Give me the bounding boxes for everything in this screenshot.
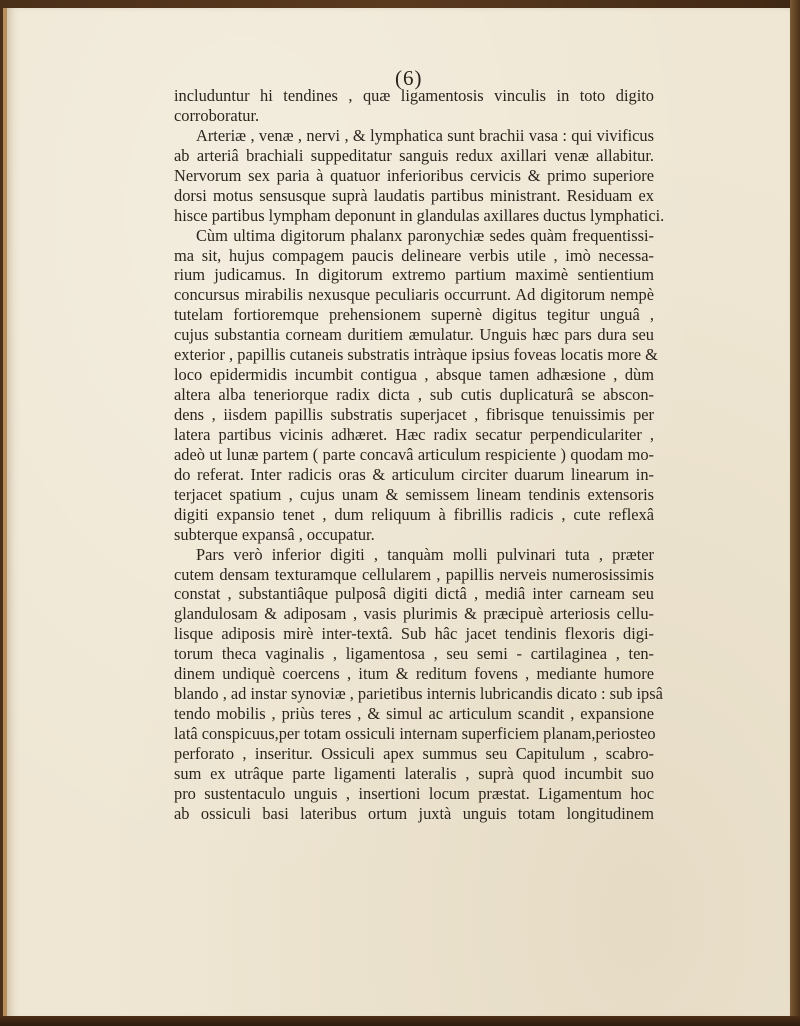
- text-line: corroboratur.: [174, 105, 260, 125]
- text-line: ab ossiculi basi lateribus ortum juxtà unguis totam longitudinem: [174, 803, 654, 823]
- text-line: glandulosam & adiposam , vasis plurimis & præcipuè arteriosis cellu-: [174, 604, 654, 624]
- text-line: loco epidermidis incumbit contigua , absque tamen adhæsione , dùm: [174, 365, 654, 385]
- text-line: perforato , inseritur. Ossiculi apex summus seu Capitulum , scabro-: [174, 743, 654, 763]
- text-line: pro sustentaculo unguis , insertioni locum præstat. Ligamentum hoc: [174, 783, 654, 803]
- text-line: includuntur hi tendines , quæ ligamentosis vinculis in toto digito: [174, 86, 654, 105]
- text-line: rium judicamus. In digitorum extremo partium maximè sentientium: [174, 265, 654, 285]
- text-line: ma sit, hujus compagem paucis delineare verbis utile , imò necessa-: [174, 245, 654, 265]
- text-line: concursus mirabilis nexusque peculiaris occurrunt. Ad digitorum nempè: [174, 285, 654, 305]
- text-line: latera partibus vicinis adhæret. Hæc radix secatur perpendiculariter ,: [174, 424, 654, 444]
- text-line: do referat. Inter radicis oras & articulum circiter duarum linearum in-: [174, 464, 654, 484]
- text-line: dens , iisdem papillis substratis superjacet , fibrisque tenuissimis per: [174, 405, 654, 424]
- text-line: digiti expansio tenet , dum reliquum à fibrillis radicis , cute reflexâ: [174, 504, 654, 524]
- page-number: (6): [395, 66, 423, 90]
- text-line: blando , ad instar synoviæ , parietibus internis lubricandis dicato : sub ipsâ: [174, 684, 663, 704]
- text-line: tutelam fortioremque prehensionem supernè digitus tegitur unguâ ,: [174, 305, 654, 325]
- text-line: constat , substantiâque pulposâ digiti dictâ , mediâ inter carneam seu: [174, 584, 654, 604]
- text-line: exterior , papillis cutaneis substratis intràque ipsius foveas locatis more &: [174, 345, 658, 365]
- page-edge-right: [790, 0, 800, 1026]
- text-line: tendo mobilis , priùs teres , & simul ac articulum scandit , expansione: [174, 704, 654, 724]
- body-text: [174, 86, 665, 824]
- text-line: Nervorum sex paria à quatuor inferioribus cervicis & primo superiore: [174, 165, 654, 185]
- text-line: lisque adiposis mirè inter-textâ. Sub hâc jacet tendinis flexoris digi-: [174, 624, 654, 644]
- text-line: dorsi motus sensusque suprà laudatis partibus ministrant. Residuam ex: [174, 185, 654, 205]
- text-line: torum theca vaginalis , ligamentosa , seu semi - cartilaginea , ten-: [174, 644, 654, 664]
- text-line: dinem undiquè coercens , itum & reditum fovens , mediante humore: [174, 664, 654, 684]
- text-line: ab arteriâ brachiali suppeditatur sanguis redux axillari venæ allabitur.: [174, 145, 654, 165]
- text-line: Pars verò inferior digiti , tanquàm molli pulvinari tuta , præter: [196, 544, 654, 564]
- text-line: terjacet spatium , cujus unam & semissem lineam tendinis extensoris: [174, 484, 654, 504]
- text-line: sum ex utrâque parte ligamenti lateralis , suprà quod incumbit suo: [174, 763, 654, 783]
- text-line: altera alba teneriorque radix dicta , sub cutis duplicaturâ se abscon-: [174, 385, 654, 405]
- text-line: hisce partibus lympham deponunt in glandulas axillares ductus lymphatici.: [174, 205, 665, 225]
- text-line: cujus substantia corneam duritiem æmulatur. Unguis hæc pars dura seu: [174, 325, 654, 345]
- text-line: subterque expansâ , occupatur.: [174, 524, 375, 544]
- text-line: adeò ut lunæ partem ( parte concavâ articulum respiciente ) quodam mo-: [174, 444, 654, 464]
- text-line: latâ conspicuus,per totam ossiculi internam superficiem planam,periosteo: [174, 724, 656, 743]
- text-line: cutem densam texturamque cellularem , papillis nerveis numerosissimis: [174, 564, 654, 584]
- text-line: Cùm ultima digitorum phalanx paronychiæ sedes quàm frequentissi-: [196, 225, 654, 245]
- page-edge-bottom: [0, 1016, 800, 1026]
- text-line: Arteriæ , venæ , nervi , & lymphatica sunt brachii vasa : qui vivificus: [196, 125, 654, 145]
